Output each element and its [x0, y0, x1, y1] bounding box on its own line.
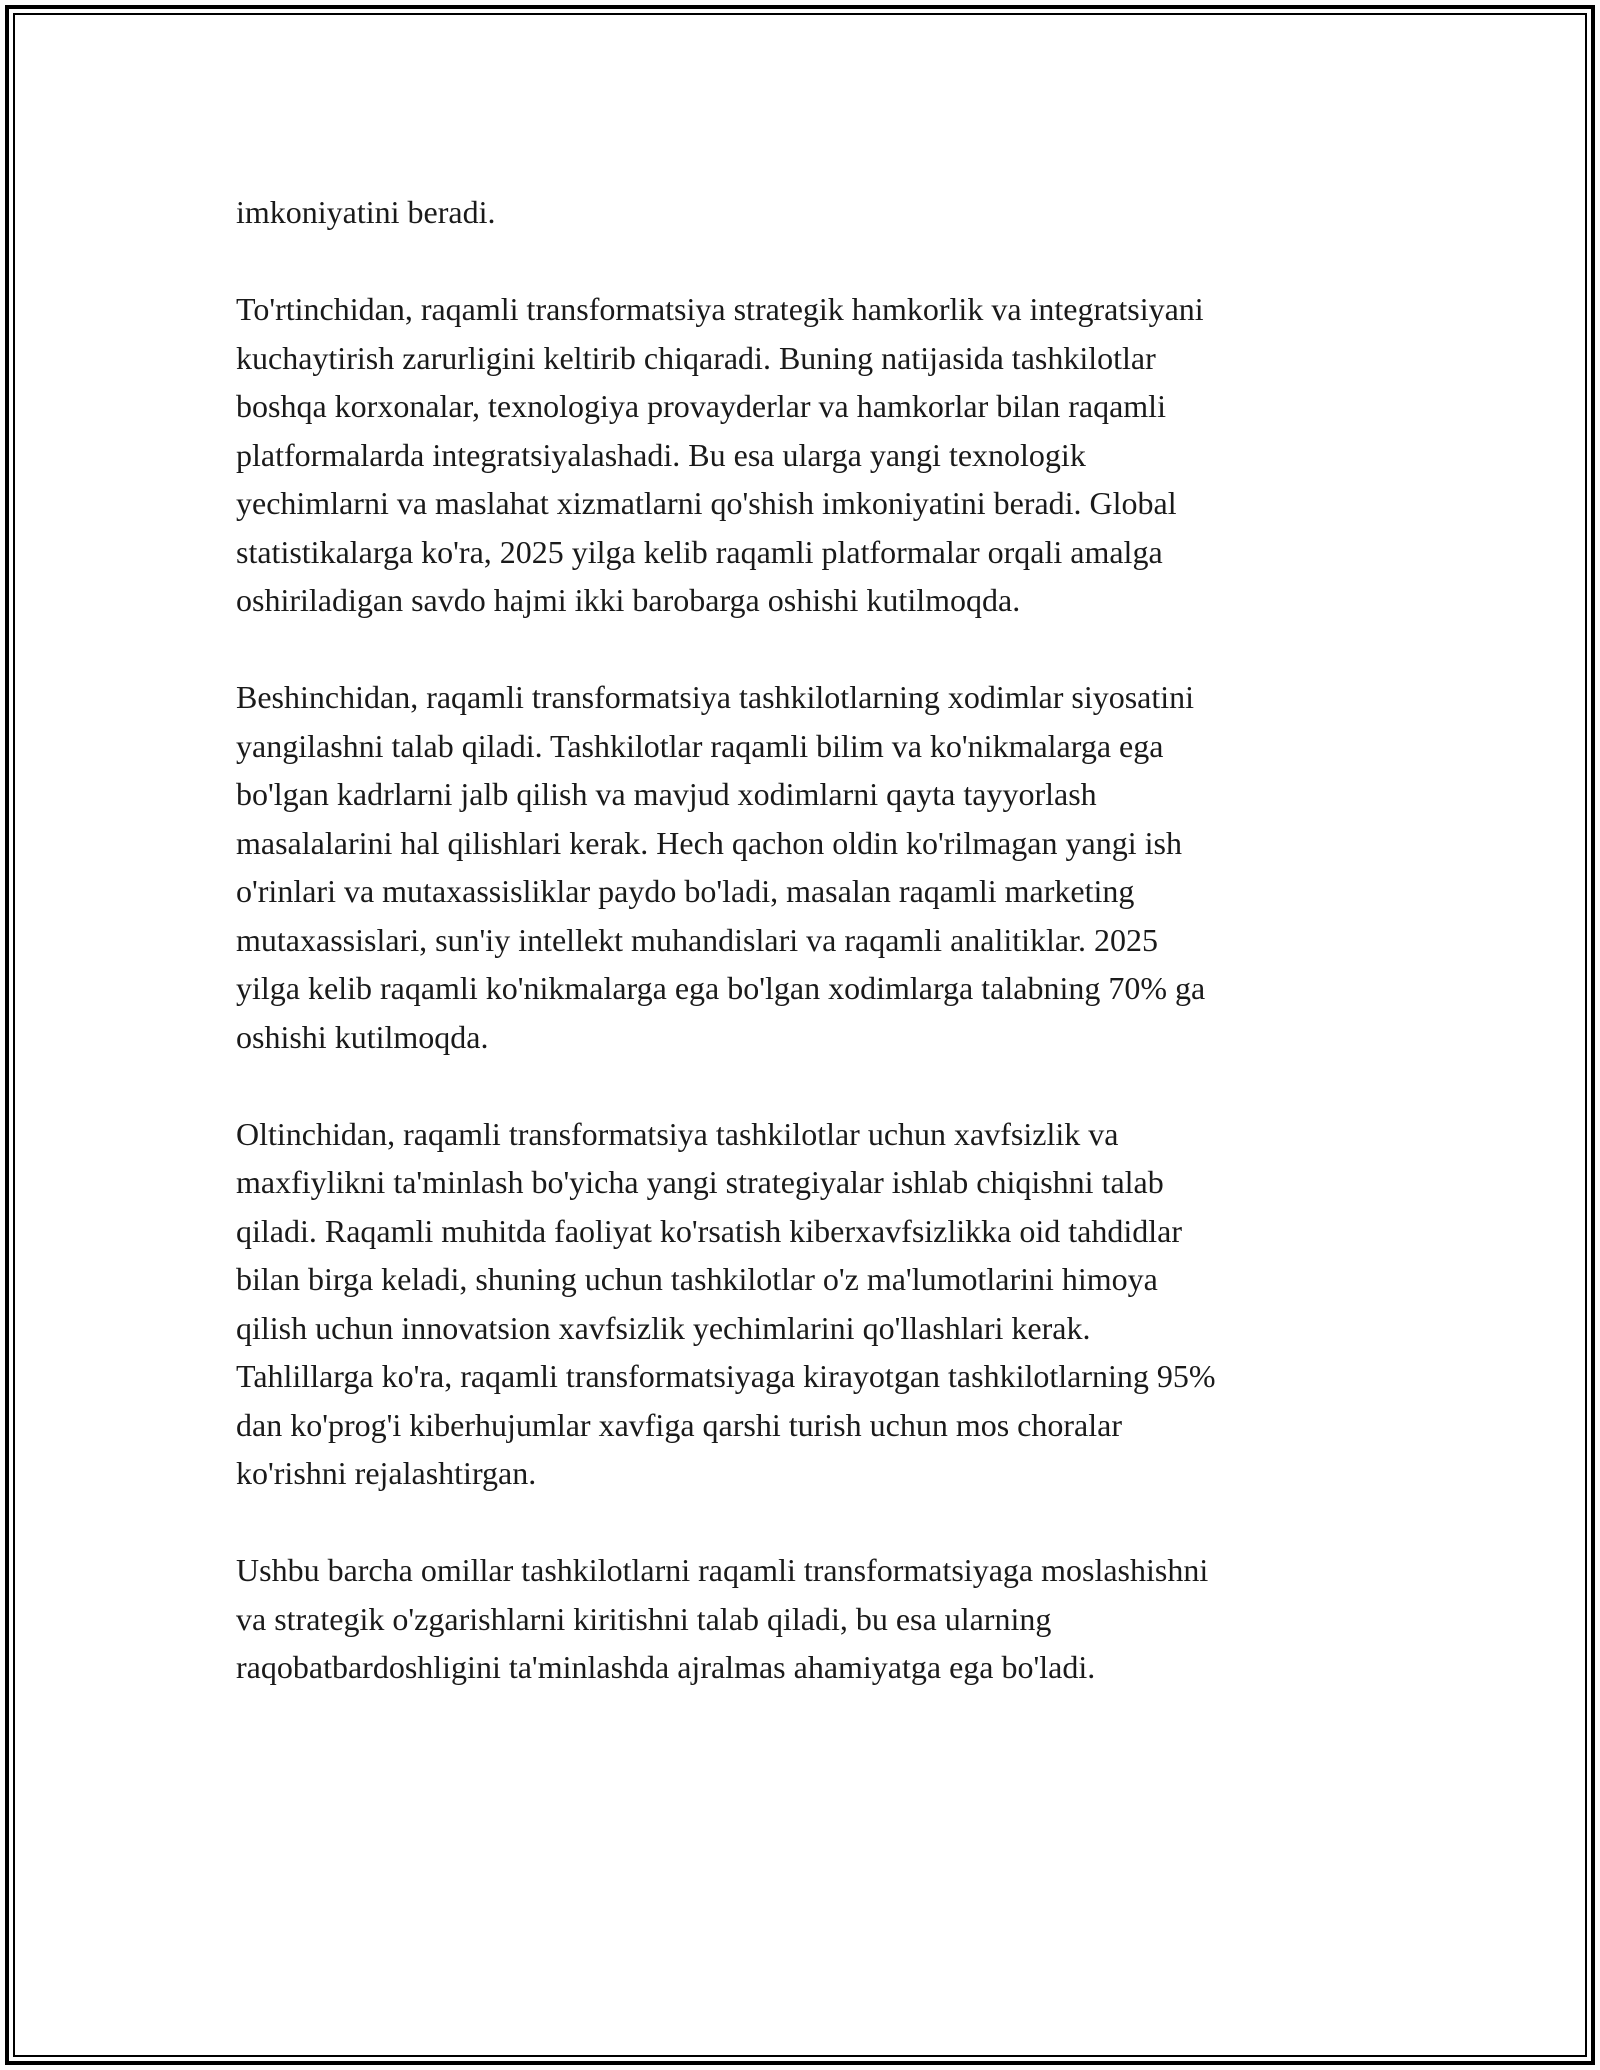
paragraph-4: Oltinchidan, raqamli transformatsiya tashkilotlar uchun xavfsizlik va maxfiylikni ta'minlash bo'yicha yangi strategiyalar ishlab chiqishni talab qiladi. Raqamli muhitda faoliyat ko'rsatish kiberxavfsizlikka oid tahdidlar bilan birga keladi, shuning uchun tashkilotlar o'z ma'lumotlarini himoya qilish uchun innovatsion xavfsizlik yechimlarini qo'llashlari kerak. Tahlillarga ko'ra, raqamli transformatsiyaga kirayotgan tashkilotlarning 95% dan ko'prog'i kiberhujumlar xavfiga qarshi turish uchun mos choralar ko'rishni rejalashtirgan. — [236, 1115, 1216, 1491]
paragraph-2: To'rtinchidan, raqamli transformatsiya strategik hamkorlik va integratsiyani kuchaytirish zarurligini keltirib chiqaradi. Buning natijasida tashkilotlar boshqa korxonalar, texnologiya provayderlar va hamkorlar bilan raqamli platformalarda integratsiyalashadi. Bu esa ularga yangi texnologik yechimlarni va maslahat xizmatlarni qo'shish imkoniyatini beradi. Global statistikalarga ko'ra, 2025 yilga kelib raqamli platformalar orqali amalga oshiriladigan savdo hajmi ikki barobarga oshishi kutilmoqda. — [236, 291, 1204, 618]
document-body — [236, 188, 1366, 1740]
paragraph-1: imkoniyatini beradi. — [236, 194, 496, 230]
paragraph-5: Ushbu barcha omillar tashkilotlarni raqamli transformatsiyaga moslashishni va strategik o'zgarishlarni kiritishni talab qiladi, bu esa ularning raqobatbardoshligini ta'minlashda ajralmas ahamiyatga ega bo'ladi. — [236, 1552, 1209, 1685]
paragraph-3: Beshinchidan, raqamli transformatsiya tashkilotlarning xodimlar siyosatini yangilashni talab qiladi. Tashkilotlar raqamli bilim va ko'nikmalarga ega bo'lgan kadrlarni jalb qilish va mavjud xodimlarni qayta tayyorlash masalalarini hal qilishlari kerak. Hech qachon oldin ko'rilmagan yangi ish o'rinlari va mutaxassisliklar paydo bo'ladi, masalan raqamli marketing mutaxassislari, sun'iy intellekt muhandislari va raqamli analitiklar. 2025 yilga kelib raqamli ko'nikmalarga ega bo'lgan xodimlarga talabning 70% ga oshishi kutilmoqda. — [236, 679, 1206, 1055]
